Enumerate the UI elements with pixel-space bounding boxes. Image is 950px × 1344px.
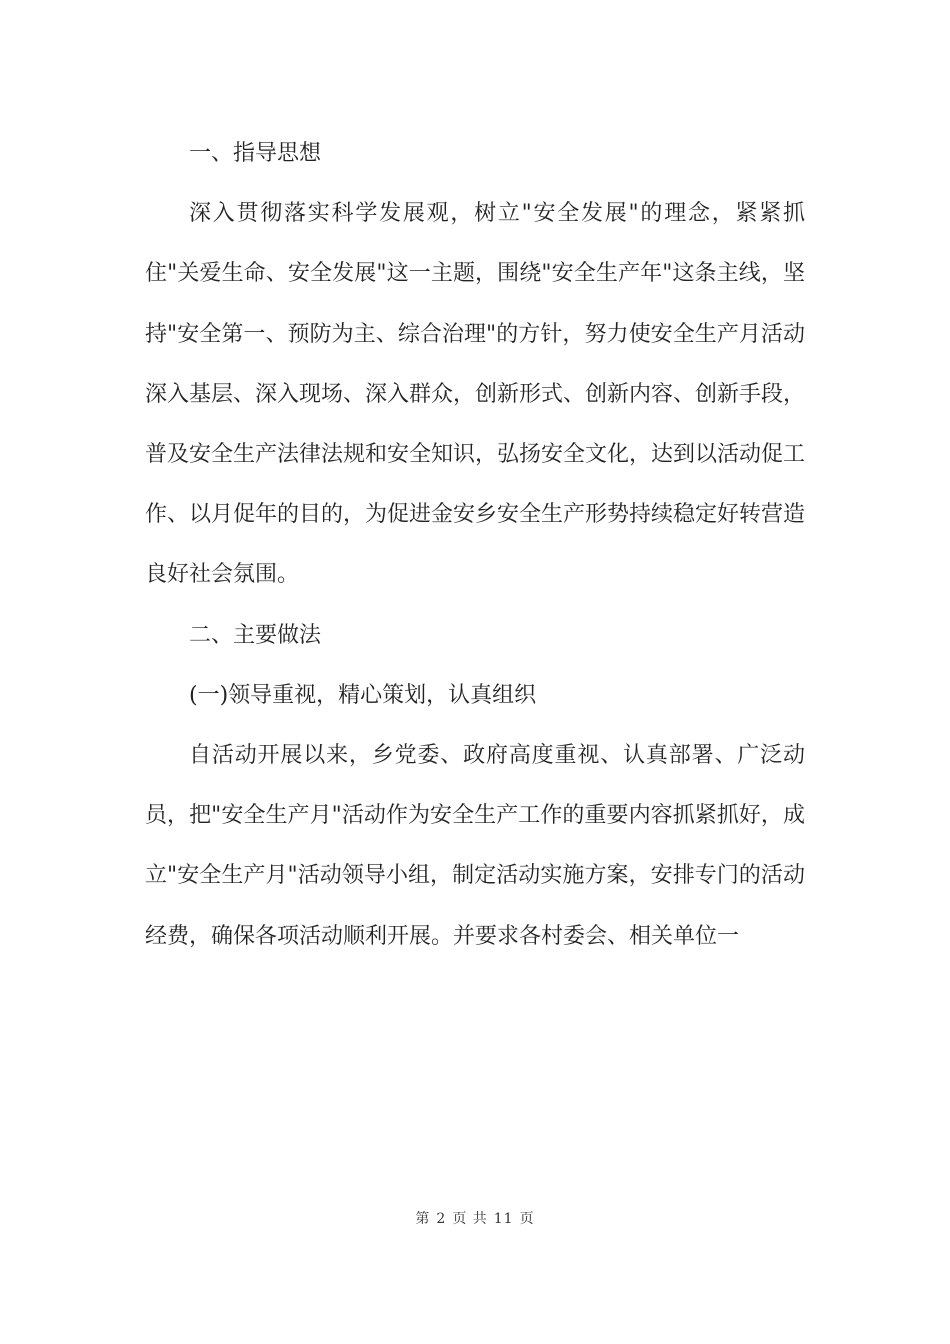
footer-middle: 页 共 — [452, 1211, 488, 1227]
footer-total-pages: 11 — [493, 1211, 514, 1227]
section-heading-main-practices: 二、主要做法 — [189, 622, 322, 648]
footer-current-page: 2 — [436, 1211, 447, 1227]
footer-prefix: 第 — [415, 1211, 431, 1227]
paragraph-leadership: 自活动开展以来，乡党委、政府高度重视、认真部署、广泛动员，把"安全生产月"活动作为安全生产工作的重要内容抓紧抓好，成立"安全生产月"活动领导小组，制定活动实施方案，安排专门的活动经费，确保各项活动顺利开展。并要求各村委会、相关单位一 — [145, 743, 805, 949]
section-heading-guiding-ideology: 一、指导思想 — [189, 141, 322, 166]
footer-suffix: 页 — [519, 1211, 535, 1227]
document-body — [145, 124, 805, 967]
page-number-footer — [0, 1208, 950, 1228]
subsection-heading-leadership: (一)领导重视，精心策划，认真组织 — [189, 682, 537, 708]
paragraph-guiding-ideology: 深入贯彻落实科学发展观，树立"安全发展"的理念，紧紧抓住"关爱生命、安全发展"这一主题，围绕"安全生产年"这条主线，坚持"安全第一、预防为主、综合治理"的方针，努力使安全生产月活动深入基层、深入现场、深入群众，创新形式、创新内容、创新手段，普及安全生产法律法规和安全知识，弘扬安全文化，达到以活动促工作、以月促年的目的，为促进金安乡安全生产形势持续稳定好转营造良好社会氛围。 — [145, 201, 806, 588]
